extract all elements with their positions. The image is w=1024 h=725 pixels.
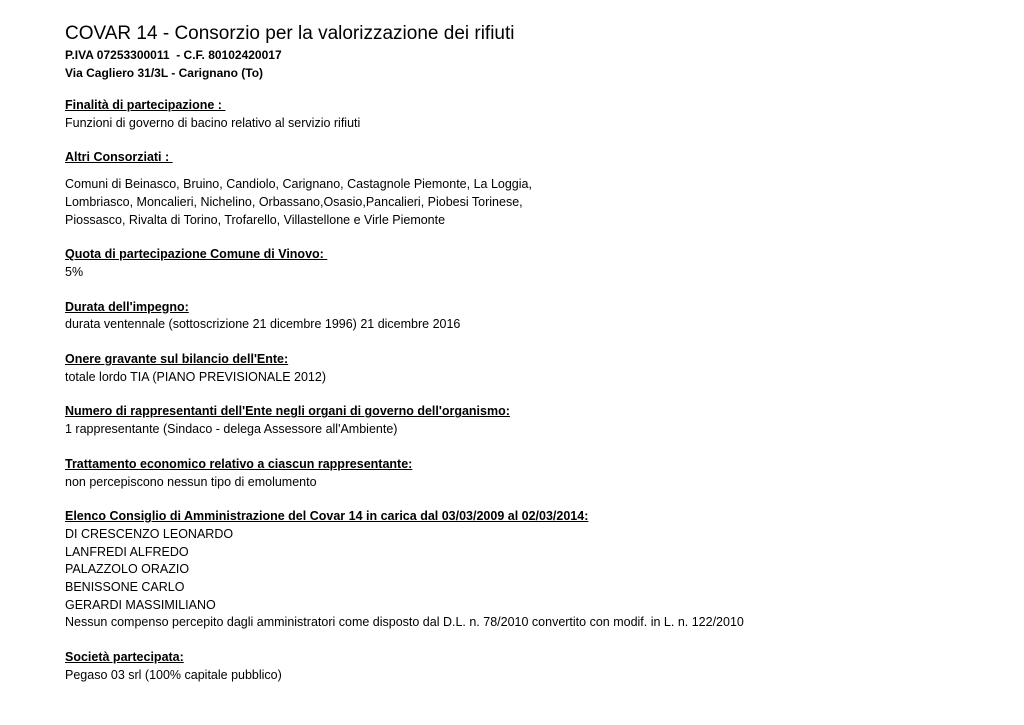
section-rappresentanti <box>65 403 985 438</box>
board-member: BENISSONE CARLO <box>65 580 185 595</box>
tax-id-line: P.IVA 07253300011 - C.F. 80102420017 <box>65 48 282 62</box>
compensation-note: Nessun compenso percepito dagli amministratori come disposto dal D.L. n. 78/2010 convertito con modif. in L. n. 122/2010 <box>65 615 744 630</box>
section-label: Numero di rappresentanti dell'Ente negli organi di governo dell'organismo: <box>65 404 510 419</box>
section-label: Elenco Consiglio di Amministrazione del Covar 14 in carica dal 03/03/2009 al 02/03/2014: <box>65 509 589 524</box>
section-text: durata ventennale (sottoscrizione 21 dicembre 1996) 21 dicembre 2016 <box>65 317 461 332</box>
section-text: Pegaso 03 srl (100% capitale pubblico) <box>65 667 282 682</box>
spacer <box>65 167 985 176</box>
board-member: PALAZZOLO ORAZIO <box>65 562 190 577</box>
section-societa <box>65 649 985 684</box>
section-label: Quota di partecipazione Comune di Vinovo: <box>65 247 328 262</box>
section-text: totale lordo TIA (PIANO PREVISIONALE 2012) <box>65 369 326 384</box>
section-consorziati <box>65 149 985 229</box>
section-text: Piossasco, Rivalta di Torino, Trofarello, Villastellone e Virle Piemonte <box>65 212 446 227</box>
section-text: 1 rappresentante (Sindaco - delega Assessore all'Ambiente) <box>65 422 398 437</box>
document-page <box>65 22 985 685</box>
section-durata <box>65 299 985 334</box>
section-consiglio <box>65 508 985 632</box>
section-text: Funzioni di governo di bacino relativo al servizio rifiuti <box>65 115 361 130</box>
board-member: GERARDI MASSIMILIANO <box>65 597 216 612</box>
document-title: COVAR 14 - Consorzio per la valorizzazione dei rifiuti <box>65 23 515 44</box>
section-trattamento <box>65 456 985 491</box>
board-member: DI CRESCENZO LEONARDO <box>65 526 234 541</box>
section-label: Società partecipata: <box>65 650 184 665</box>
section-onere <box>65 351 985 386</box>
section-text: Comuni di Beinasco, Bruino, Candiolo, Carignano, Castagnole Piemonte, La Loggia, <box>65 177 532 192</box>
section-label: Durata dell'impegno: <box>65 299 189 314</box>
section-label: Altri Consorziati : <box>65 150 173 165</box>
section-text: 5% <box>65 264 84 279</box>
section-text: Lombriasco, Moncalieri, Nichelino, Orbassano,Osasio,Pancalieri, Piobesi Torinese, <box>65 194 523 209</box>
section-quota <box>65 246 985 281</box>
board-member: LANFREDI ALFREDO <box>65 544 189 559</box>
section-label: Onere gravante sul bilancio dell'Ente: <box>65 352 289 367</box>
section-label: Finalità di partecipazione : <box>65 98 226 112</box>
address-line: Via Cagliero 31/3L - Carignano (To) <box>65 66 264 80</box>
section-finalita <box>65 97 985 132</box>
section-label: Trattamento economico relativo a ciascun rappresentante: <box>65 456 413 471</box>
section-text: non percepiscono nessun tipo di emolumento <box>65 474 317 489</box>
